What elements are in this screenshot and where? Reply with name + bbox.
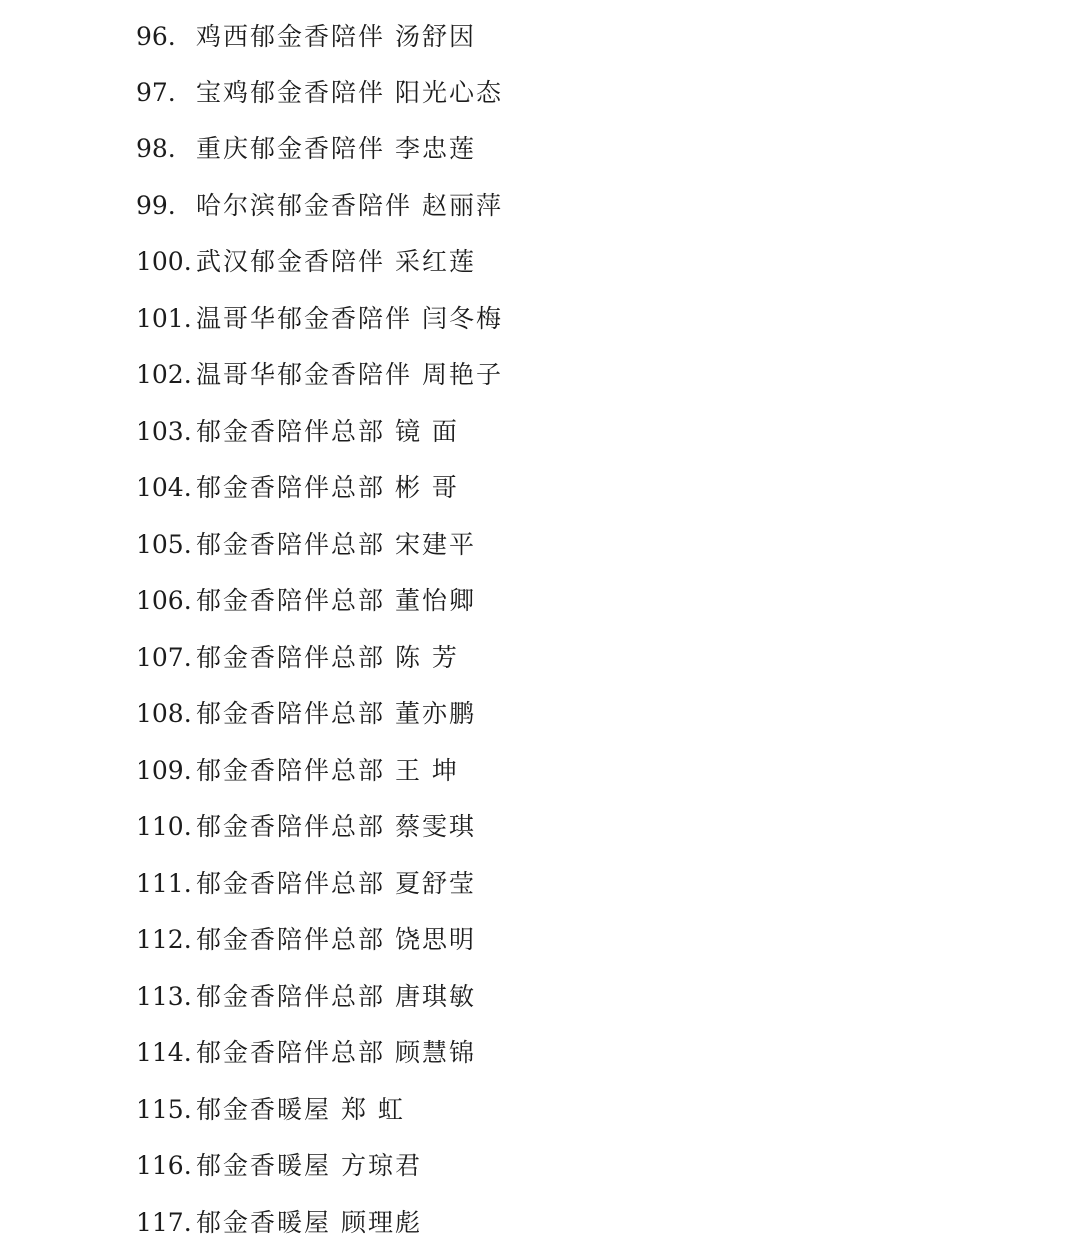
item-number: 98. — [136, 134, 176, 163]
item-text: 郁金香陪伴总部 唐琪敏 — [196, 982, 476, 1011]
item-number: 103. — [136, 417, 192, 446]
item-text: 郁金香陪伴总部 蔡雯琪 — [196, 812, 476, 841]
item-number: 106. — [136, 586, 192, 615]
item-number: 102. — [136, 360, 192, 389]
item-text: 郁金香暖屋 方琼君 — [196, 1151, 422, 1180]
item-text: 温哥华郁金香陪伴 周艳子 — [196, 360, 503, 389]
item-text: 郁金香陪伴总部 宋建平 — [196, 530, 476, 559]
item-text: 郁金香陪伴总部 饶思明 — [196, 925, 476, 954]
item-text: 郁金香陪伴总部 夏舒莹 — [196, 869, 476, 898]
item-text: 鸡西郁金香陪伴 汤舒因 — [196, 22, 476, 51]
item-number: 113. — [136, 982, 192, 1011]
item-number: 101. — [136, 304, 192, 333]
item-text: 温哥华郁金香陪伴 闫冬梅 — [196, 304, 503, 333]
item-number: 110. — [136, 812, 192, 841]
item-number: 117. — [136, 1208, 192, 1237]
item-number: 97. — [136, 78, 176, 107]
item-text: 重庆郁金香陪伴 李忠莲 — [196, 134, 476, 163]
item-number: 100. — [136, 247, 192, 276]
item-number: 109. — [136, 756, 192, 785]
item-text: 郁金香陪伴总部 董怡卿 — [196, 586, 476, 615]
item-text: 郁金香陪伴总部 彬 哥 — [196, 473, 459, 502]
item-text: 郁金香陪伴总部 陈 芳 — [196, 643, 459, 672]
item-number: 99. — [136, 191, 176, 220]
item-text: 郁金香暖屋 郑 虹 — [196, 1095, 405, 1124]
item-number: 116. — [136, 1151, 192, 1180]
item-number: 114. — [136, 1038, 192, 1067]
item-number: 108. — [136, 699, 192, 728]
item-text: 哈尔滨郁金香陪伴 赵丽萍 — [196, 191, 503, 220]
item-number: 105. — [136, 530, 192, 559]
item-text: 郁金香陪伴总部 顾慧锦 — [196, 1038, 476, 1067]
item-number: 104. — [136, 473, 192, 502]
item-text: 宝鸡郁金香陪伴 阳光心态 — [196, 78, 503, 107]
item-text: 郁金香暖屋 顾理彪 — [196, 1208, 422, 1237]
item-text: 郁金香陪伴总部 镜 面 — [196, 417, 459, 446]
item-number: 111. — [136, 869, 192, 898]
item-text: 郁金香陪伴总部 王 坤 — [196, 756, 459, 785]
item-number: 112. — [136, 925, 192, 954]
item-number: 107. — [136, 643, 192, 672]
item-text: 武汉郁金香陪伴 采红莲 — [196, 247, 476, 276]
item-text: 郁金香陪伴总部 董亦鹏 — [196, 699, 476, 728]
item-number: 115. — [136, 1095, 192, 1124]
item-number: 96. — [136, 22, 176, 51]
